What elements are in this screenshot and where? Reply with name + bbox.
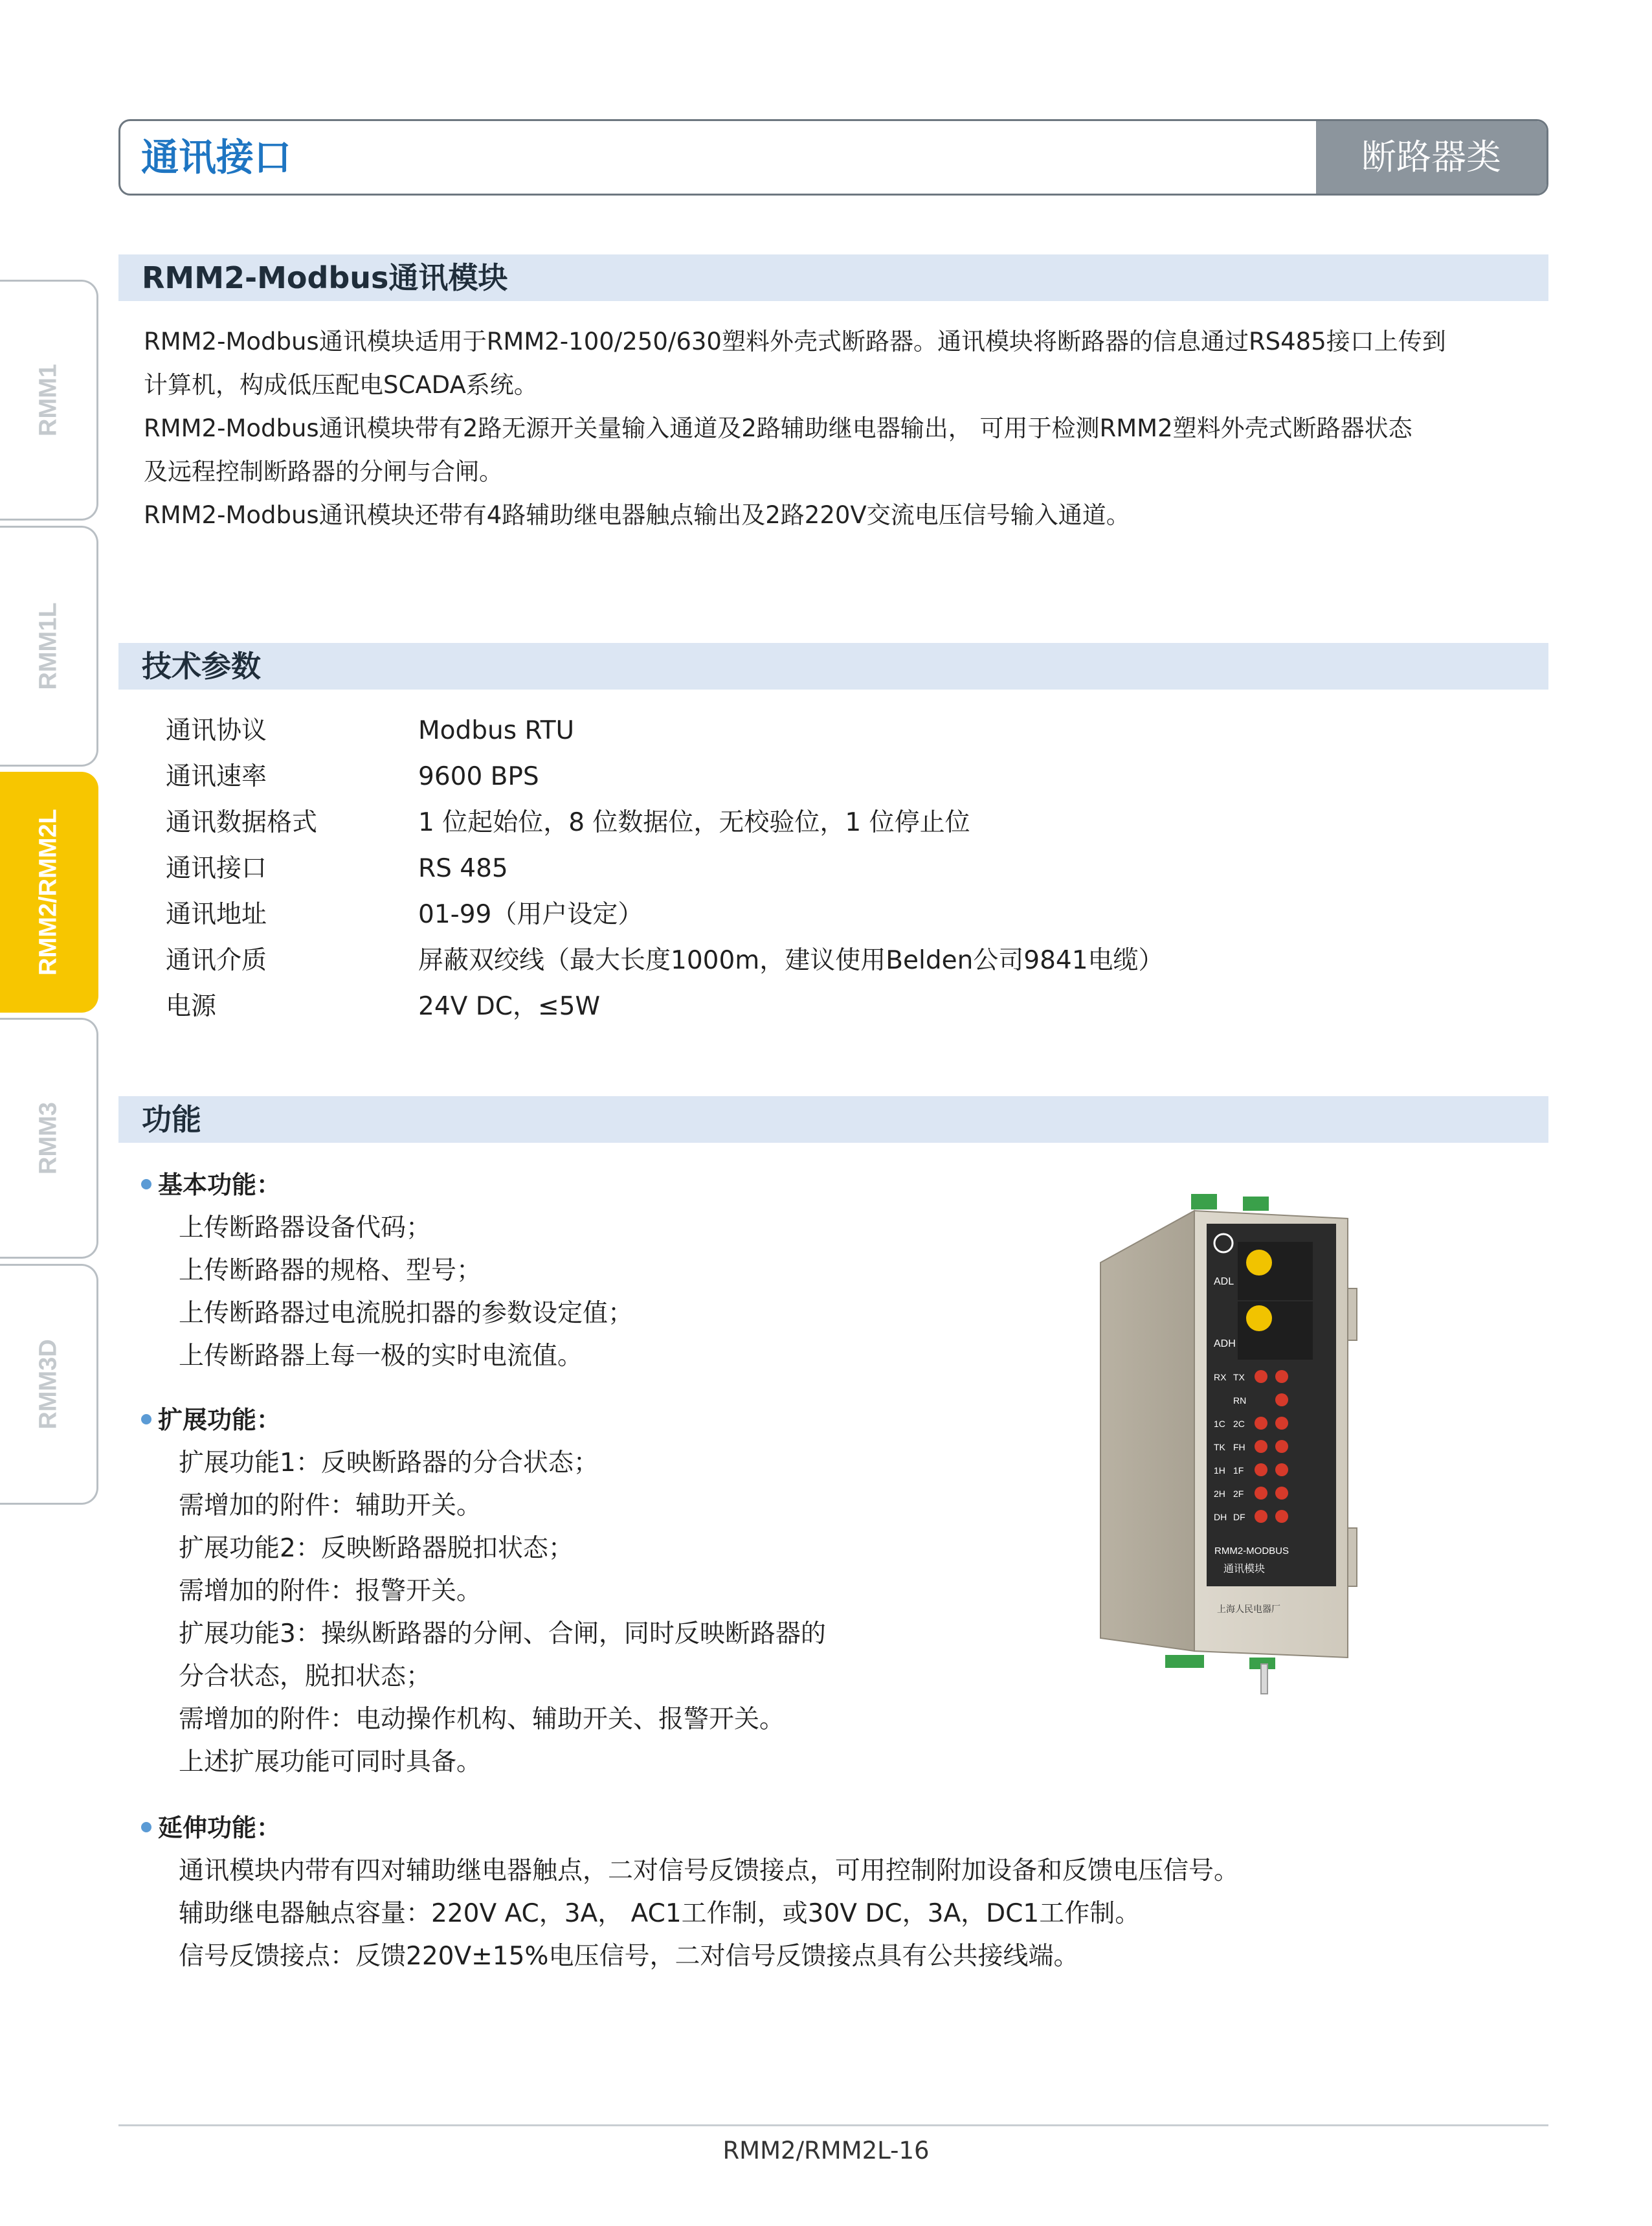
feature-lines [179,1207,633,1378]
led [1275,1487,1288,1500]
feature-line: 上传断路器过电流脱扣器的参数设定值； [179,1299,634,1328]
section-bar-functions [118,1096,1548,1143]
intro-line: RMM2-Modbus通讯模块还带有4路辅助继电器触点输出及2路220V交流电压信号输入通道。 [144,501,1130,529]
led-label: TX [1233,1372,1245,1382]
spec-key: 通讯介质 [166,946,267,975]
spec-value: 24V DC，≤5W [418,992,601,1021]
feature-group-heading [158,1399,281,1441]
side-tab-rmm3d[interactable] [0,1264,98,1505]
led [1255,1487,1267,1500]
led-label: RX [1214,1372,1227,1382]
led [1275,1510,1288,1523]
side-tab-label: RMM3 [34,1102,61,1175]
feature-line: 需增加的附件：报警开关。 [179,1577,482,1606]
module-photo [1088,1191,1359,1696]
led-label: TK [1214,1442,1225,1452]
bullet-icon [141,1179,151,1189]
feature-lines [179,1850,1239,1978]
led-label: 1C [1214,1419,1225,1429]
led-label: DF [1233,1512,1245,1522]
spec-value: Modbus RTU [418,716,575,745]
spec-key: 通讯地址 [166,900,267,929]
feature-line: 上传断路器的规格、型号； [179,1256,482,1285]
led-label: RN [1233,1395,1247,1406]
section-title: RMM2-Modbus通讯模块 [142,260,508,295]
led-label: 1F [1233,1465,1244,1476]
feature-line: 扩展功能1：反映断路器的分合状态； [179,1448,599,1478]
intro-text [144,320,1548,537]
side-tab-rmm1l[interactable] [0,526,98,767]
intro-line: 及远程控制断路器的分闸与合闸。 [144,458,503,486]
page-title: 通讯接口 [141,135,292,179]
feature-group-heading [158,1164,281,1206]
side-tab-rmm3[interactable] [0,1018,98,1259]
feature-line: 上传断路器设备代码； [179,1213,432,1242]
feature-lines [179,1442,826,1784]
feature-heading-text: 基本功能： [158,1171,282,1199]
feature-line: 通讯模块内带有四对辅助继电器触点，二对信号反馈接点，可用控制附加设备和反馈电压信号。 [179,1856,1240,1885]
side-tab-label: RMM1 [34,364,61,436]
side-tab-label: RMM3D [34,1339,61,1430]
side-tab-rmm1[interactable] [0,280,98,521]
feature-line: 信号反馈接点：反馈220V±15%电压信号，二对信号反馈接点具有公共接线端。 [179,1942,1079,1971]
feature-line: 上传断路器上每一极的实时电流值。 [179,1342,583,1371]
spec-key: 通讯数据格式 [166,808,318,837]
led [1275,1463,1288,1476]
feature-line: 辅助继电器触点容量：220V AC，3A， AC1工作制，或30V DC，3A，DC1工作制。 [179,1899,1141,1928]
spec-value: RS 485 [418,854,508,883]
side-tab-label: RMM2/RMM2L [34,809,61,976]
section-bar-intro [118,254,1548,301]
feature-line: 分合状态，脱扣状态； [179,1662,432,1691]
module-name: 通讯模块 [1223,1562,1266,1575]
feature-line: 需增加的附件：电动操作机构、辅助开关、报警开关。 [179,1705,785,1734]
spec-value: 屏蔽双绞线（最大长度1000m，建议使用Belden公司9841电缆） [418,946,1164,975]
intro-line: RMM2-Modbus通讯模块带有2路无源开关量输入通道及2路辅助继电器输出， 可用于检测RMM2塑料外壳式断路器状态 [144,414,1412,442]
feature-line: 需增加的附件：辅助开关。 [179,1491,482,1520]
led [1255,1440,1267,1453]
side-tab-rmm2[interactable] [0,772,98,1013]
feature-line: 扩展功能3：操纵断路器的分闸、合闸，同时反映断路器的 [179,1619,826,1648]
section-title: 技术参数 [142,649,261,684]
led-label: 1H [1214,1465,1225,1476]
spec-value: 1 位起始位，8 位数据位，无校验位，1 位停止位 [418,808,970,837]
spec-value: 01-99（用户设定） [418,900,643,929]
spec-key: 通讯协议 [166,716,267,745]
feature-line: 扩展功能2：反映断路器脱扣状态； [179,1534,574,1563]
spec-value: 9600 BPS [418,762,539,791]
led-label: DH [1214,1512,1227,1522]
adh-label: ADH [1214,1338,1236,1349]
feature-line: 上述扩展功能可同时具备。 [179,1748,482,1777]
bullet-icon [141,1414,151,1424]
footer-divider [118,2124,1548,2126]
spec-key: 电源 [166,992,217,1021]
feature-group-heading [158,1806,281,1849]
adl-label: ADL [1214,1276,1234,1287]
page-number: RMM2/RMM2L-16 [722,2137,930,2164]
led [1275,1440,1288,1453]
led [1255,1370,1267,1383]
bullet-icon [141,1822,151,1832]
led-label: 2C [1233,1419,1245,1429]
intro-line: RMM2-Modbus通讯模块适用于RMM2-100/250/630塑料外壳式断路器。通讯模块将断路器的信息通过RS485接口上传到 [144,328,1446,355]
led [1255,1417,1267,1430]
module-maker: 上海人民电器厂 [1217,1604,1280,1615]
led [1255,1510,1267,1523]
spec-key: 通讯接口 [166,854,267,883]
page-header [118,119,1548,196]
section-title: 功能 [142,1102,201,1137]
module-model: RMM2-MODBUS [1214,1546,1289,1557]
intro-line: 计算机，构成低压配电SCADA系统。 [144,371,538,399]
side-tab-label: RMM1L [34,602,61,690]
led [1275,1370,1288,1383]
feature-heading-text: 延伸功能： [158,1814,282,1842]
led-label: 2F [1233,1489,1244,1499]
category-label: 断路器类 [1316,121,1546,194]
led-label: 2H [1214,1489,1225,1499]
spec-key: 通讯速率 [166,762,267,791]
led [1275,1393,1288,1406]
feature-heading-text: 扩展功能： [158,1406,282,1434]
section-bar-specs [118,643,1548,690]
led [1275,1417,1288,1430]
led-label: FH [1233,1442,1245,1452]
led [1255,1463,1267,1476]
